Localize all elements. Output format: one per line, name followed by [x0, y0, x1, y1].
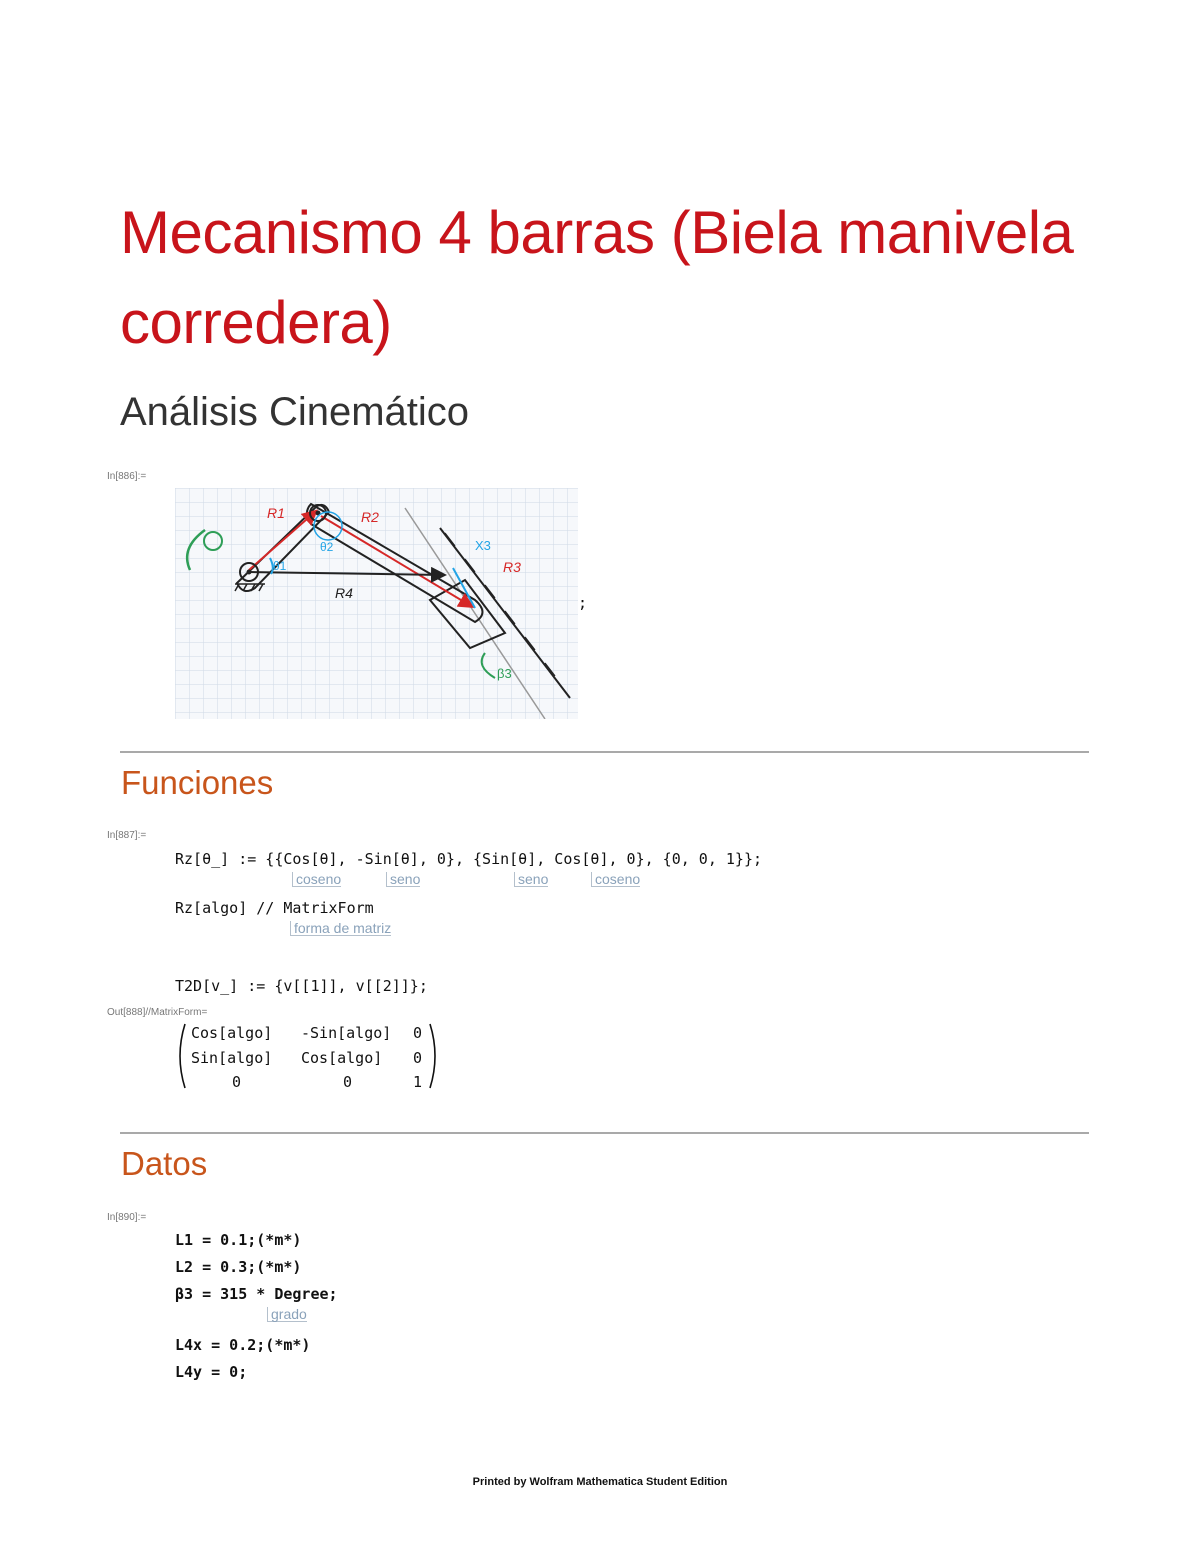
- matrix-cell: 0: [413, 1049, 423, 1067]
- hint-forma-de-matriz: forma de matriz: [290, 921, 391, 936]
- datos-beta3[interactable]: β3 = 315 * Degree;: [175, 1285, 338, 1303]
- t2d-definition[interactable]: T2D[v_] := {v[[1]], v[[2]]};: [175, 977, 428, 995]
- input-label-886: In[886]:=: [107, 471, 147, 482]
- datos-l2[interactable]: L2 = 0.3;(*m*): [175, 1258, 302, 1276]
- matrix-cell: 0: [343, 1073, 353, 1091]
- page-title: Mecanismo 4 barras (Biela manivela corredera): [120, 199, 1074, 356]
- label-r4: R4: [335, 585, 353, 601]
- page-subtitle: Análisis Cinemático: [120, 390, 470, 434]
- label-theta2: θ2: [320, 540, 334, 554]
- ground-pivot-center: [247, 570, 252, 575]
- hint-coseno: coseno: [591, 872, 640, 887]
- section-divider: [120, 1132, 1089, 1134]
- hint-seno: seno: [514, 872, 548, 887]
- hint-coseno: coseno: [292, 872, 341, 887]
- section-divider: [120, 751, 1089, 753]
- diagram-suffix: ;: [578, 594, 588, 612]
- output-label-888: Out[888]//MatrixForm=: [107, 1007, 208, 1018]
- section-datos: Datos: [121, 1145, 208, 1182]
- label-r1: R1: [267, 505, 285, 521]
- input-label-890: In[890]:=: [107, 1212, 147, 1223]
- matrix-cell: 1: [413, 1073, 423, 1091]
- label-r3: R3: [503, 559, 521, 575]
- page-footer: Printed by Wolfram Mathematica Student Edition: [472, 1476, 728, 1488]
- rz-call[interactable]: Rz[algo] // MatrixForm: [175, 899, 374, 917]
- input-label-887: In[887]:=: [107, 830, 147, 841]
- label-beta3: β3: [497, 666, 512, 681]
- datos-l4x[interactable]: L4x = 0.2;(*m*): [175, 1336, 311, 1354]
- mechanism-diagram: [175, 488, 578, 719]
- hint-seno: seno: [386, 872, 420, 887]
- matrix-cell: 0: [232, 1073, 242, 1091]
- matrix-cell: -Sin[algo]: [301, 1024, 392, 1042]
- matrix-output: [175, 1020, 440, 1092]
- matrix-cell: Sin[algo]: [191, 1049, 273, 1067]
- matrix-cell: Cos[algo]: [301, 1049, 383, 1067]
- matrix-cell: 0: [413, 1024, 423, 1042]
- label-r2: R2: [361, 509, 379, 525]
- rz-definition[interactable]: Rz[θ_] := {{Cos[θ], -Sin[θ], 0}, {Sin[θ], Cos[θ], 0}, {0, 0, 1}};: [175, 850, 762, 868]
- label-theta1: θ1: [273, 559, 287, 573]
- datos-l1[interactable]: L1 = 0.1;(*m*): [175, 1231, 302, 1249]
- label-x3: X3: [475, 538, 491, 553]
- matrix-cell: Cos[algo]: [191, 1024, 273, 1042]
- section-funciones: Funciones: [121, 764, 274, 801]
- hint-grado: grado: [267, 1307, 307, 1322]
- datos-l4y[interactable]: L4y = 0;: [175, 1363, 248, 1381]
